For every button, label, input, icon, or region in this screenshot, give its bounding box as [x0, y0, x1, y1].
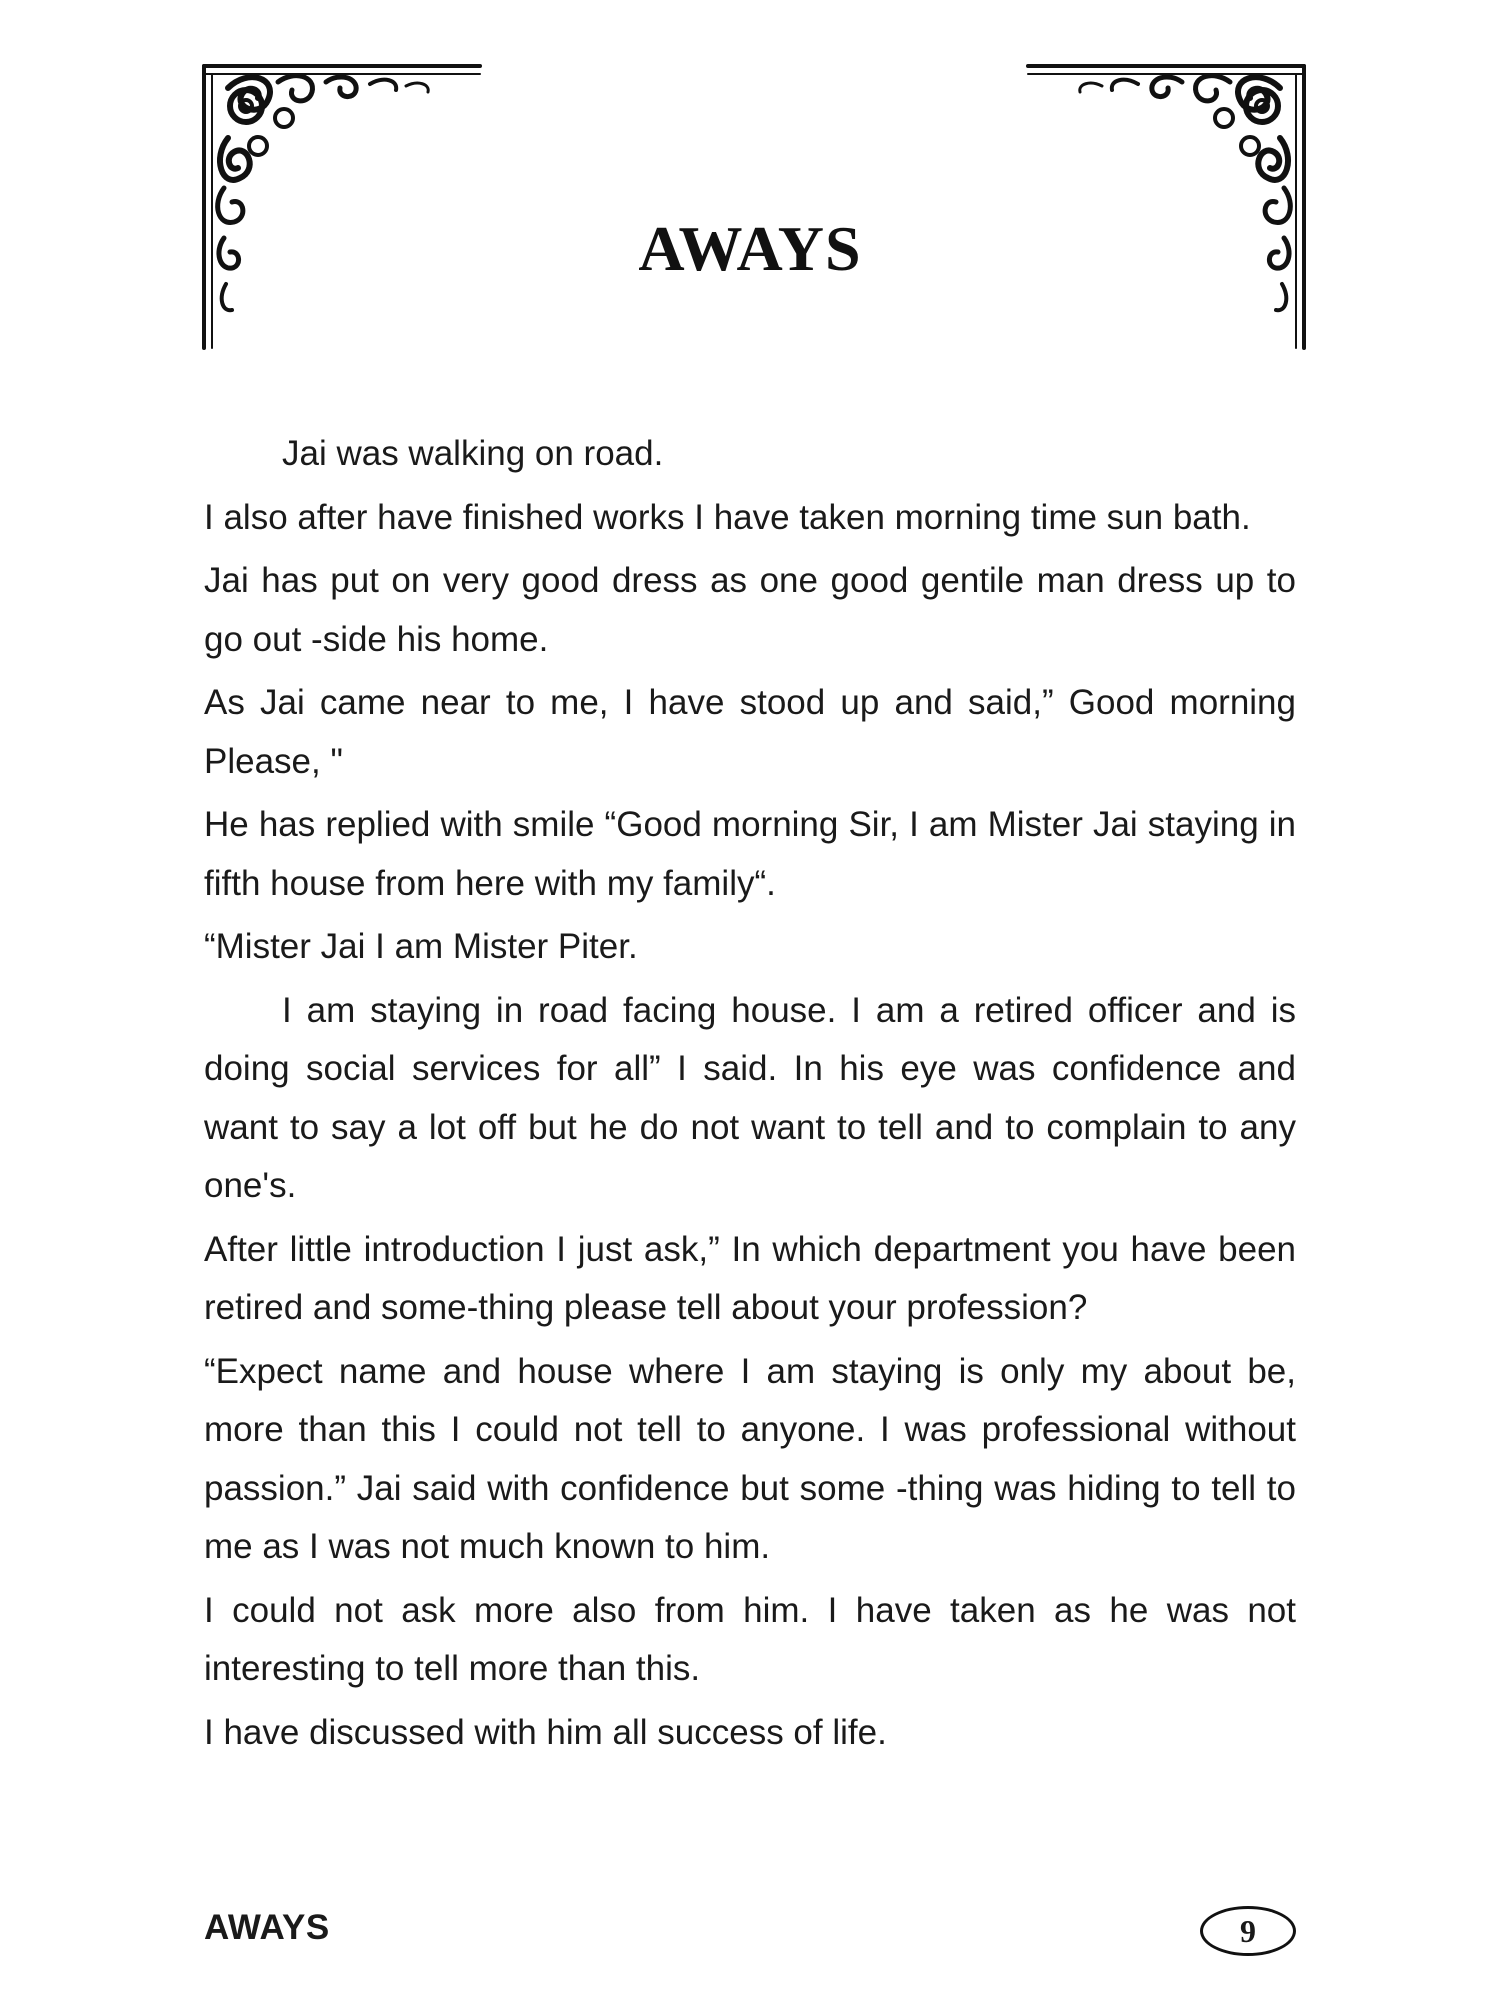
- paragraph: “Mister Jai I am Mister Piter.: [204, 927, 638, 966]
- paragraph: I am staying in road facing house. I am a retired officer and is doing social services for all” I said. In his eye was confidence and want to say a lot off but he do not want to tell and to complain to any one's.: [204, 990, 1296, 1205]
- paragraph: I could not ask more also from him. I have taken as he was not interesting to tell more than this.: [204, 1590, 1296, 1688]
- paragraph: I have discussed with him all success of life.: [204, 1712, 887, 1752]
- paragraph: Jai was walking on road.: [282, 434, 664, 473]
- chapter-title: AWAYS: [638, 213, 862, 284]
- paragraph: He has replied with smile “Good morning Sir, I am Mister Jai staying in fifth house from here with my family“.: [204, 805, 1296, 903]
- ornamental-corner-left: [188, 48, 488, 358]
- paragraph: I also after have finished works I have taken morning time sun bath.: [204, 497, 1251, 537]
- chapter-body: [204, 425, 1296, 1767]
- ornamental-corner-right: [1020, 48, 1320, 358]
- page-number: 9: [1200, 1906, 1296, 1956]
- paragraph: After little introduction I just ask,” In which department you have been retired and some-thing please tell about your profession?: [204, 1229, 1296, 1327]
- paragraph: Jai has put on very good dress as one good gentile man dress up to go out -side his home.: [204, 561, 1296, 659]
- running-footer-title: AWAYS: [204, 1908, 330, 1947]
- paragraph: As Jai came near to me, I have stood up and said,” Good morning Please, ": [204, 683, 1296, 781]
- paragraph: “Expect name and house where I am staying is only my about be, more than this I could not tell to anyone. I was professional without passion.” Jai said with confidence but some -thing was hiding to tell to me as I was not much known to him.: [204, 1351, 1296, 1566]
